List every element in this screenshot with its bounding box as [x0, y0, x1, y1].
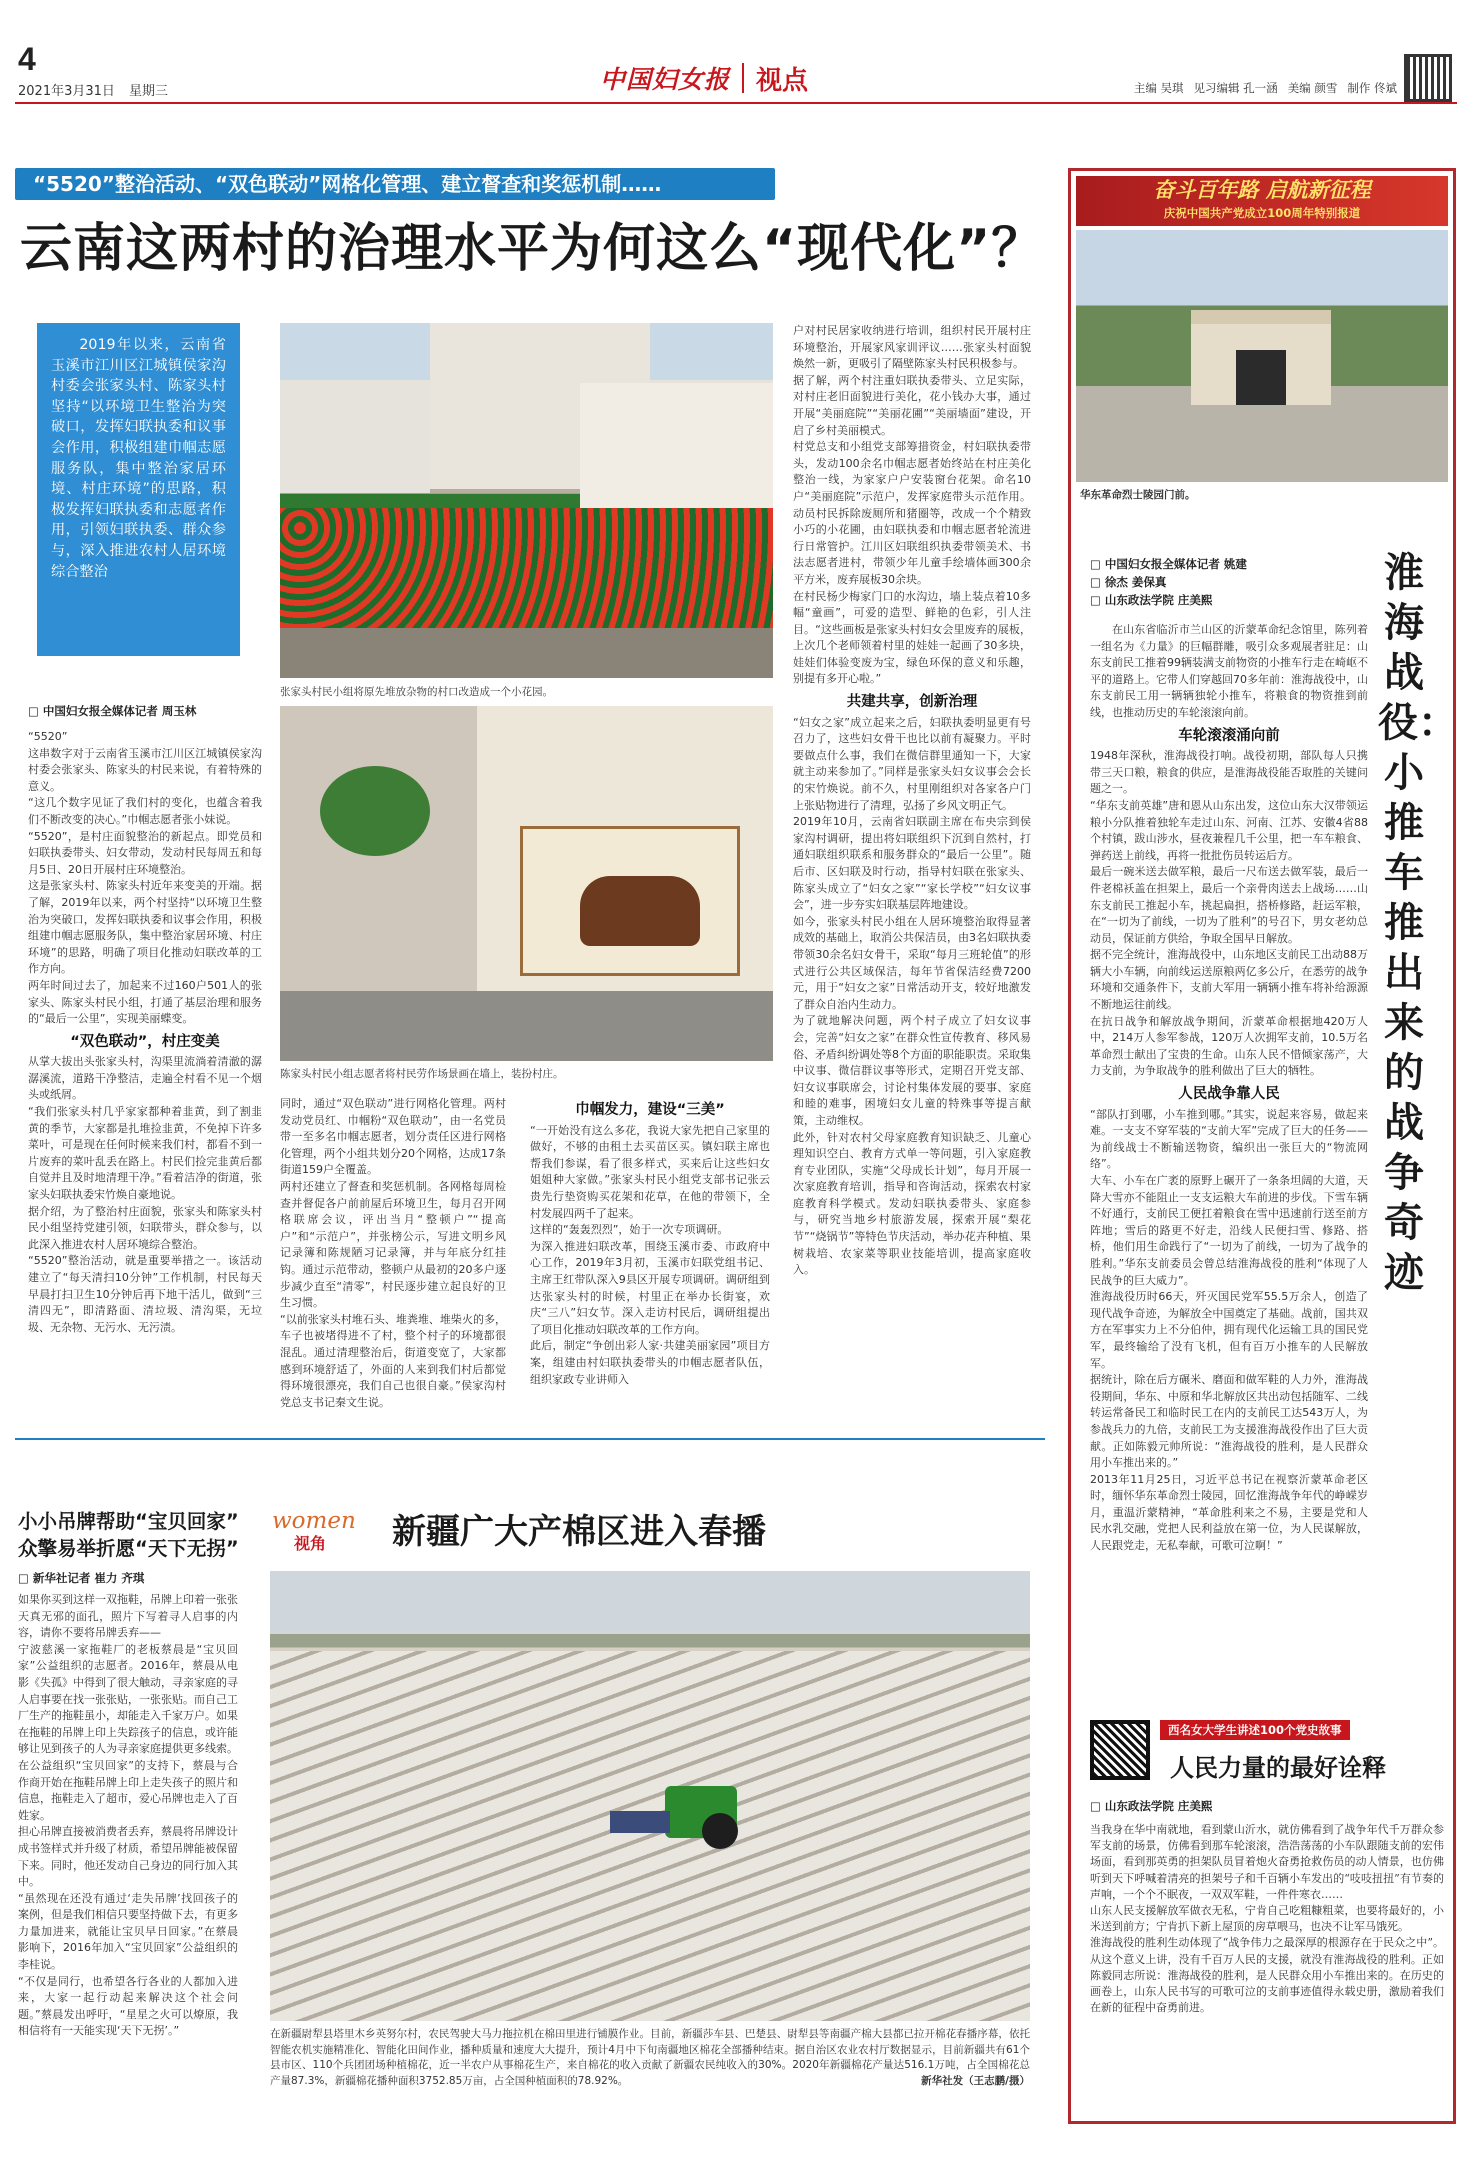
date-text: 2021年3月31日	[18, 84, 115, 99]
side-intro: 在山东省临沂市兰山区的沂蒙革命纪念馆里，陈列着一组名为《力量》的巨幅群雕，吸引众多观展者驻足：山东支前民工推着99辆装满支前物资的小推车行走在崎岖不平的道路上。它带人们穿越回70多年前：淮海战役中，山东支前民工用一辆辆独轮小推车，将粮食的物资推到前线，也推动历史的车轮滚滚向前。	[1090, 623, 1368, 719]
lead-summary-box	[37, 323, 240, 656]
col4-text: 户对村民居家收纳进行培训，组织村民开展村庄环境整治，开展家风家训评议……张家头村面貌焕然一新，更吸引了隔壁陈家头村民积极参与。 据了解，两个村注重妇联执委带头、立足实际，对村庄老旧面貌进行美化，花小钱办大事，通过开展“美丽庭院”“美丽花圃”“美丽墙面”建设，开启了乡村美丽模式。 村党总支和小组党支部筹措资金，村妇联执委带头，发动100余名巾帼志愿者始终站在村庄美化整治一线，为家家户户安装窗台花架。命名10户“美丽庭院”示范户，发挥家庭带头示范作用。动员村民拆除废厕所和猪圈等，改成一个个精致小巧的小花圃，由妇联执委和巾帼志愿者轮流进行日常管护。江川区妇联组织执委带领美术、书法志愿者进村，带领少年儿童手绘墙体画300余平方米，废弃展板30余块。 在村民杨少梅家门口的水沟边，墙上装点着10多幅“童画”，可爱的造型、鲜艳的色彩，引人注目。“这些画板是张家头村妇女会里废弃的展板，上次几个老师领着村里的娃娃一起画了30多块，娃娃们体验变废为宝，绿色环保的意义和乐趣，别提有多开心啦。”	[793, 324, 1031, 686]
photo-martyrs-cemetery	[1076, 230, 1448, 482]
side-text-1: 1948年深秋，淮海战役打响。战役初期，部队每人只携带三天口粮，粮食的供应，是淮海战役能否取胜的关键问题之一。 “华东支前英雄”唐和恩从山东出发，这位山东大汉带领运粮小分队推着独轮车走过山东、河南、江苏、安徽4省88个村镇，跋山涉水，昼夜兼程几千公里，把一车车粮食、弹药送上前线，再将一批批伤员转运后方。 最后一碗米送去做军粮，最后一尺布送去做军装，最后一件老棉袄盖在担架上，最后一个亲骨肉送去上战场……山东支前民工推起小车，挑起扁担，搭桥修路，赶运军粮，在“一切为了前线，一切为了胜利”的号召下，男女老幼总动员，保证前方供给，争取全国早日解放。 据不完全统计，淮海战役中，山东地区支前民工出动88万辆大小车辆，向前线运送原粮两亿多公斤，在悉劳的战争环境和交通条件下，支前大军用一辆辆小推车将补给源源不断地运往前线。 在抗日战争和解放战争期间，沂蒙革命根据地420万人中，214万人参军参战，120万人次拥军支前，10.5万名革命烈士献出了宝贵的生命。山东人民不惜倾家荡产，大力支前，为争取战争的胜利做出了巨大的牺牲。	[1090, 749, 1368, 1078]
photo4-rows	[270, 1651, 1030, 2021]
side-byline-3: □ 山东政法学院 庄美熙	[1090, 593, 1213, 607]
kicker-text: “5520”整治活动、“双色联动”网格化管理、建立督查和奖惩机制……	[33, 172, 662, 196]
side-heading-1: 车轮滚滚涌向前	[1178, 727, 1280, 744]
kicker-bar	[15, 168, 775, 200]
column-title: 人民力量的最好诠释	[1170, 1754, 1386, 1782]
lead-summary-text: 2019年以来，云南省玉溪市江川区江城镇侯家沟村委会张家头村、陈家头村坚持“以环境卫生整治为突破口，发挥妇联执委和议事会作用，积极组建巾帼志愿服务队，集中整治家居环境、村庄环境”的思路，积极发挥妇联执委和志愿者作用，引领妇联执委、群众参与，深入推进农村人居环境综合整治	[51, 337, 226, 580]
lead-column-1	[28, 729, 262, 1419]
issue-date	[18, 80, 168, 99]
left-bottom-body: 如果你买到这样一双拖鞋，吊牌上印着一张张天真无邪的面孔，照片下写着寻人启事的内容，请你不要将吊牌丢弃—— 宁波慈溪一家拖鞋厂的老板蔡晨是“宝贝回家”公益组织的志愿者。2016年，蔡晨从电影《失孤》中得到了很大触动，寻亲家庭的寻人启事要在找一张张贴，一张张贴。而自己工厂生产的拖鞋虽小，却能走入千家万户。如果在拖鞋的吊牌上印上失踪孩子的信息，或许能够让见到孩子的人为寻亲家庭提供更多线索。 在公益组织“宝贝回家”的支持下，蔡晨与合作商开始在拖鞋吊牌上印上走失孩子的照片和信息，拖鞋走入了超市，爱心吊牌也走入了百姓家。 担心吊牌直接被消费者丢弃，蔡晨将吊牌设计成书签样式并升级了材质，希望吊牌能被保留下来。同时，他还发动自己身边的同行加入其中。 “虽然现在还没有通过‘走失吊牌’找回孩子的案例，但是我们相信只要坚持做下去，有更多力量加进来，就能让宝贝早日回家。”在蔡晨影响下，2016年加入“宝贝回家”公益组织的李桂说。 “不仅是同行，也希望各行各业的人都加入进来，大家一起行动起来解决这个社会问题。”蔡晨发出呼吁，“星星之火可以燎原，我相信将有一天能实现‘天下无拐’。”	[18, 1593, 238, 2038]
col1-text: “5520” 这串数字对于云南省玉溪市江川区江城镇侯家沟村委会张家头、陈家头的村民来说，有着特殊的意义。 “这几个数字见证了我们村的变化，也蕴含着我们不断改变的决心。”巾帼志愿者张小妹说。 “5520”，是村庄面貌整治的新起点。即党员和妇联执委带头、妇女带动，发动村民每周五和每月5日、20日开展村庄环境整治。 这是张家头村、陈家头村近年来变美的开端。据了解，2019年以来，两个村坚持“以环境卫生整治为突破口，发挥妇联执委和议事会作用，积极组建巾帼志愿服务队，集中整治家居环境、村庄环境”的思路，明确了项目化推动妇联改革的工作方向。 两年时间过去了，加起来不过160户501人的张家头、陈家头村民小组，打通了基层治理和服务的“最后一公里”，实现美丽蝶变。	[28, 730, 262, 1026]
side-banner-title: 奋斗百年路 启航新征程	[1153, 177, 1371, 202]
cotton-caption-text: 在新疆尉犁县塔里木乡英努尔村，农民驾驶大马力拖拉机在棉田里进行铺膜作业。目前，新疆莎车县、巴楚县、尉犁县等南疆产棉大县都已拉开棉花春播序幕，依托智能农机实施精准化、智能化田间作业，播种质量和速度大大提升，预计4月中下旬南疆地区棉花全部播种结束。据自治区农业农村厅数据显示，目前新疆共有61个县市区、110个兵团团场种植棉花，近一半农户从事棉花生产，来自棉花的收入贡献了新疆农民纯收入的30%。2020年新疆棉花产量达516.1万吨，占全国棉花总产量87.3%，新疆棉花播种面积3752.85万亩，占全国种植面积的78.92%。	[270, 2028, 1030, 2087]
left-bottom-title	[18, 1508, 239, 1562]
masthead-divider	[742, 63, 744, 93]
lead-byline: □ 中国妇女报全媒体记者 周玉林	[28, 704, 197, 718]
col4-subheading: 共建共享，创新治理	[846, 694, 978, 711]
left-bottom-title-line1: 小小吊牌帮助“宝贝回家”	[18, 1510, 239, 1533]
col1-text2: 从掌大拔出头张家头村，沟渠里流淌着清澈的潺潺溪流，道路干净整洁，走遍全村看不见一个烟头或纸屑。 “我们张家头村几乎家家都种着韭黄，到了割韭黄的季节，大家都是扎堆捡韭黄，不免掉下许多菜叶，可是现在任何时候来我们村，都看不到一片废弃的菜叶乱丢在路上。村民们捡完韭黄后都自觉并且及时地清理干净。”看着洁净的街道，张家头妇联执委宋竹焕自豪地说。 据介绍，为了整治村庄面貌，张家头和陈家头村民小组坚持党建引领，妇联带头，群众参与，以此深入推进农村人居环境综合整治。 “5520”整治活动，就是重要举措之一。该活动建立了“每天清扫10分钟”工作机制，村民每天早晨打扫卫生10分钟后再下地干活儿，做到“三清四无”，即清路面、清垃圾、清沟渠，无垃圾、无杂物、无污水、无污渍。	[28, 1055, 262, 1334]
women-view-logo	[272, 1508, 364, 1554]
credit-production: 制作 佟斌	[1347, 81, 1397, 95]
column-tag: 西名女大学生讲述100个党史故事	[1160, 1720, 1350, 1740]
page-number: 4	[18, 41, 36, 77]
left-bottom-byline: □ 新华社记者 崔力 齐琪	[18, 1571, 145, 1585]
women-view-title: 新疆广大产棉区进入春播	[392, 1512, 766, 1552]
women-logo-en: women	[272, 1508, 356, 1534]
paper-name: 中国妇女报	[600, 65, 731, 94]
credit-editor: 主编 吴琪	[1133, 81, 1184, 95]
column-byline: □ 山东政法学院 庄美熙	[1090, 1799, 1213, 1813]
photo4-seeder	[610, 1811, 670, 1833]
qr-code-header	[1404, 54, 1452, 102]
photo1-caption: 张家头村民小组将原先堆放杂物的村口改造成一个小花园。	[280, 686, 553, 698]
col1-subheading: “双色联动”，村庄变美	[70, 1033, 220, 1050]
section-name: 视点	[756, 65, 809, 96]
column-body: 当我身在华中南就地，看到蒙山沂水，就仿佛看到了战争年代千万群众参军支前的场景，仿佛看到那车轮滚滚，浩浩荡荡的小车队跟随支前的宏伟场面，看到那英勇的担架队员冒着炮火奋勇抢救伤员的动人情景，也仿佛听到天下呼喊着清亮的担架号子和千百辆小车发出的“吱吱扭扭”有节奏的声响，一个个不眠夜，一双双军鞋，一件件寒衣…… 山东人民支援解放军做衣无私，宁肯自己吃粗糠粗菜，也要将最好的，小米送到前方；宁肯扒下新上屋顶的房草喂马，也决不让军马饿死。 淮海战役的胜利生动体现了“战争伟力之最深厚的根源存在于民众之中”。从这个意义上讲，没有千百万人民的支援，就没有淮海战役的胜利。正如陈毅同志所说：淮海战役的胜利，是人民群众用小车推出来的。在历史的画卷上，山东人民书写的可歌可泣的支前事迹值得永载史册，激励着我们在新的征程中奋勇前进。	[1090, 1823, 1444, 2015]
col2-text: 同时，通过“双色联动”进行网格化管理。两村发动党员红、巾帼粉“双色联动”，由一名党员带一至多名巾帼志愿者，划分责任区进行网格化管理，两个小组共划分20个网格，达成17条街道159户全覆盖。 两村还建立了督查和奖惩机制。各网格每周检查并督促各户前前屋后环境卫生，每月召开网格联席会议，评出当月“整顿户”“提高户”和“示范户”，并张榜公示，写进文明乡风记录簿和陈规陋习记录簿，并与年底分红挂钩。通过示范带动，整顿户从最初的20多户逐步减少直至“清零”，村民逐步建立起良好的卫生习惯。 “以前张家头村堆石头、堆粪堆、堆柴火的多，车子也被堵得进不了村，整个村子的环境都很混乱。通过清理整治后，街道变宽了，大家都感到环境舒适了，外面的人来到我们村后都觉得环境很漂亮，我们自己也很自豪。”侯家沟村党总支书记秦文生说。	[280, 1097, 506, 1409]
photo-flower-garden	[280, 323, 773, 678]
women-view-caption	[270, 2027, 1030, 2089]
photo3-caption: 华东革命烈士陵园门前。	[1080, 489, 1196, 501]
photo2-mural-ox	[580, 876, 700, 946]
photo1-wall	[580, 383, 773, 508]
side-vertical-title: 淮海战役：小推车推出来的战争奇迹	[1378, 550, 1458, 1296]
women-logo-cn: 视角	[294, 1534, 327, 1553]
photo2-ground	[280, 991, 773, 1061]
side-text-2: “部队打到哪，小车推到哪。”其实，说起来容易，做起来难。一支支不穿军装的“支前大军”完成了巨大的任务——为前线战士不断输送物资，编织出一张巨大的“物流网络”。 大车、小车在广袤的原野上碾开了一条条坦阔的大道，天降大雪亦不能阻止一支支运粮大车前进的步伐。下雪车辆不好通行，支前民工便扛着粮食在雪中迅速前行送至前方阵地；雪后的路更不好走，沿线人民便扫雪、修路、搭桥，他们用生命践行了“一切为了前线，一切为了战争的胜利。”华东支前委员会曾总结淮海战役的胜利“体现了人民战争的巨大威力”。 淮海战役历时66天，歼灭国民党军55.5万余人，创造了现代战争奇迹，为解放全中国奠定了基础。战前，国共双方在军事实力上不分伯仲，拥有现代化运输工具的国民党军，最终输给了没有飞机，但有百万小推车的人民解放军。 据统计，除在后方碾米、磨面和做军鞋的人力外，淮海战役期间，华东、中原和华北解放区共出动包括随军、二线转运常备民工和临时民工在内的支前民工达543万人，为参战兵力的九倍，支前民工为支援淮海战役作出了巨大贡献。正如陈毅元帅所说：“淮海战役的胜利，是人民群众用小车推出来的。” 2013年11月25日，习近平总书记在视察沂蒙革命老区时，缅怀华东革命烈士陵园，回忆淮海战争年代的峥嵘岁月，重温沂蒙精神，“革命胜利来之不易，主要是党和人民水乳交融，党把人民利益放在第一位，为人民谋解放，人民跟党走，无私奉献，可歌可泣啊！”	[1090, 1107, 1368, 1553]
side-byline-1: □ 中国妇女报全媒体记者 姚建	[1090, 557, 1247, 571]
editor-credits	[1134, 80, 1397, 96]
side-bylines	[1090, 555, 1247, 609]
lead-column-4	[793, 323, 1031, 1426]
column-text	[1090, 1822, 1444, 2112]
photo4-tractor-wheel	[702, 1813, 738, 1849]
photo3-gate-opening	[1236, 350, 1286, 405]
lead-column-2	[280, 1096, 506, 1426]
col3-subheading: 巾帼发力，建设“三美”	[575, 1102, 725, 1118]
lead-column-3	[530, 1096, 770, 1426]
weekday-text: 星期三	[129, 84, 169, 99]
lead-title: 云南这两村的治理水平为何这么“现代化”？	[20, 219, 1045, 279]
photo2-tree	[320, 766, 430, 856]
side-banner	[1076, 176, 1448, 226]
qr-code-side	[1090, 1720, 1150, 1780]
left-bottom-title-line2: 众擎易举折愿“天下无拐”	[18, 1537, 239, 1560]
photo-cotton-field	[270, 1571, 1030, 2021]
col3-text: “一开始没有这么多花，我说大家先把自己家里的做好，不够的由租土去买苗区买。镇妇联主席也帮我们参谋，看了很多样式，买来后让这些妇女姐姐种大家做。”张家头村民小组党支部书记张云贵先行垫资购买花架和花草，在他的带领下，全村发展四两千了起来。 这样的“轰轰烈烈”，始于一次专项调研。 为深入推进妇联改革，围绕玉溪市委、市政府中心工作，2019年3月初，玉溪市妇联党组书记、主席王红带队深入9县区开展专项调研。调研组到达张家头村的时候，村里正在举办长街宴，欢庆“三八”妇女节。深入走访村民后，调研组提出了项目化推动妇联改革的工作方向。 此后，制定“争创出彩人家·共建美丽家园”项目方案，组建由村妇联执委带头的巾帼志愿者队伍，组织家政专业讲师入	[530, 1123, 770, 1386]
left-bottom-text	[18, 1592, 238, 2122]
col4-text2: “妇女之家”成立起来之后，妇联执委明显更有号召力了，这些妇女骨干也比以前有凝聚力。平时要做点什么事，我们在微信群里通知一下，大家就主动来参加了。”同样是张家头妇女议事会会长的宋竹焕说。前不久，村里刚组织对各家各户门上张贴物进行了清理，弘扬了乡风文明正气。 2019年10月，云南省妇联副主席在布央宗到侯家沟村调研，提出将妇联组织下沉到自然村，打通妇联组织联系和服务群众的“最后一公里”。随后市、区妇联及时行动，指导村妇联在张家头、陈家头成立了“妇女之家”“家长学校”“妇女议事会”，进一步夯实妇联基层阵地建设。 如今，张家头村民小组在人居环境整治取得显著成效的基础上，取消公共保洁员，由3名妇联执委带领30余名妇女骨干，采取“每月三班轮值”的形式进行公共区域保洁，每年节省保洁经费7200元，用于“妇女之家”日常活动开支，较好地激发了群众自治内生动力。 为了就地解决问题，两个村子成立了妇女议事会，完善“妇女之家”在群众性宣传教育、移风易俗、矛盾纠纷调处等8个方面的职能职责。采取集中议事、微信群议事等形式，定期召开党支部、妇女议事联席会，讨论村集体发展的要事、家庭和睦的难事，困境妇女儿童的特殊事等提言献策，主动维权。 此外，针对农村父母家庭教育知识缺乏、儿童心理知识空白、教育方式单一等问题，引入家庭教育专业团队，实施“父母成长计划”，每月开展一次家庭教育培训，指导和咨询活动，探索农村家庭教育科学模式。发动妇联执委带头、家庭参与，研究当地乡村旅游发展，探索开展“梨花节”“烧锅节”等特色节庆活动，举办花卉种植、果树栽培、农家菜等职业技能培训，提高家庭收入。	[793, 715, 1031, 1277]
masthead	[600, 58, 808, 98]
credit-trainee: 见习编辑 孔一涵	[1193, 81, 1278, 95]
header-rule	[15, 102, 1457, 104]
photo1-flowers	[280, 508, 773, 628]
cotton-caption-credit: 新华社发（王志鹏/摄）	[921, 2074, 1030, 2087]
photo2-caption: 陈家头村民小组志愿者将村民劳作场景画在墙上，装扮村庄。	[280, 1068, 564, 1080]
side-banner-subtitle: 庆祝中国共产党成立100周年特别报道	[1163, 206, 1361, 220]
photo-wall-mural	[280, 706, 773, 1061]
credit-art: 美编 颜雪	[1287, 81, 1338, 95]
side-heading-2: 人民战争靠人民	[1178, 1086, 1280, 1103]
side-byline-2: □ 徐杰 姜保真	[1090, 575, 1167, 589]
side-text-column	[1090, 622, 1368, 1672]
lead-bottom-rule	[15, 1438, 1045, 1440]
